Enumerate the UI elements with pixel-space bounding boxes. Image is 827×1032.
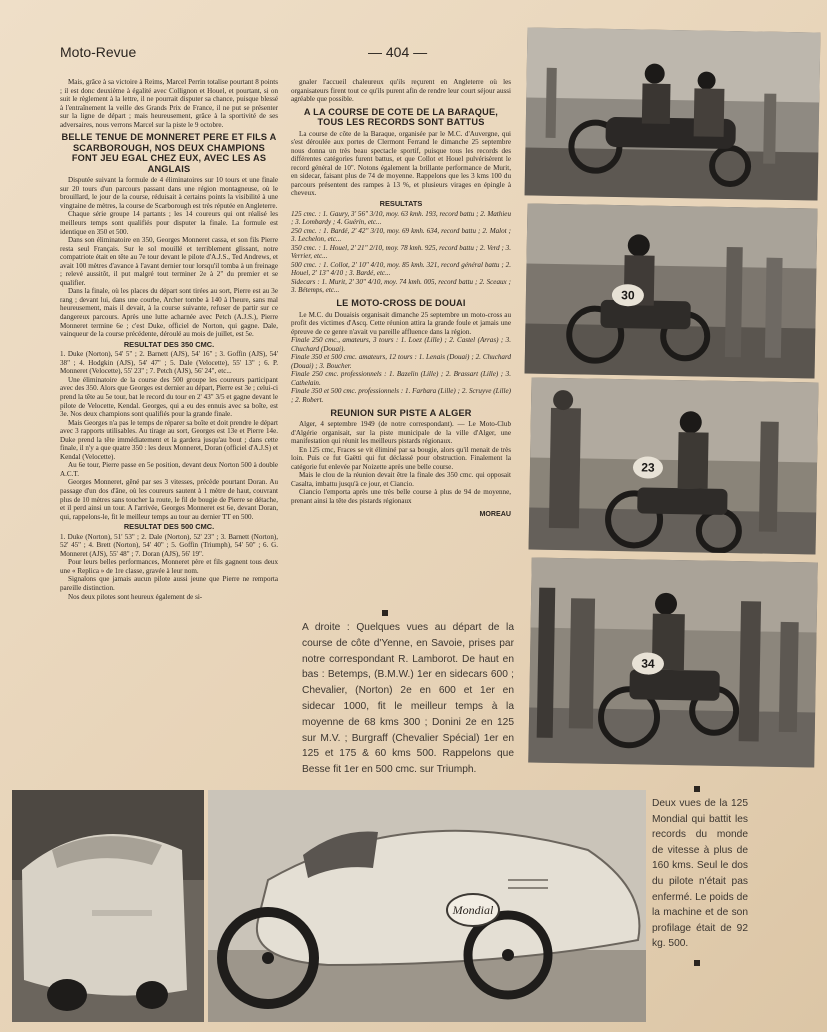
bullet-icon — [694, 960, 700, 966]
paragraph: Pour leurs belles performances, Monneret père et fils gagnent tous deux une « Replica » de 1re classe, gravée à leur nom. — [60, 558, 278, 575]
article-column-1 — [60, 78, 278, 778]
photo-caption-bottom — [652, 786, 748, 966]
paragraph: Mais Georges n'a pas le temps de réparer sa boîte et doit prendre le départ avec 3 rapports utilisables. Au tirage au sort, Georges est 13e et Pierre 14e. Duke prend la tête immédiatement et la gardera jusqu'au bout ; dans cette finale, il n'y a que quatre 350 : les deux Monneret, Doran (officiel d'A.J.S) et Kendal (Velocette). — [60, 418, 278, 461]
douai-result — [291, 387, 511, 404]
result-350: 350 cmc. : 1. Houel, 2' 21" 2/10, moy. 78 kmh. 925, record battu ; 2. Verd ; 3. Verrier, etc... — [291, 243, 511, 261]
magazine-title: Moto-Revue — [60, 44, 137, 60]
mondial-badge: Mondial — [452, 903, 494, 917]
paragraph: Mais, grâce à sa victoire à Reims, Marcel Perrin totalise pourtant 8 points ; il est donc deuxième à égalité avec Collignon et Houel, et pourtant, si on suit le règlement à la lettre, il ne pourrait disputer sa chance, puisque blessé à l'entraînement la veille des Grands Prix de France, il ne put se présenter sur la ligne de départ ; mais heureusement, grâce à la sportivité de ses adversaires, nous verrons Marcel sur la piste le 9 octobre. — [60, 78, 278, 129]
paragraph: Une éliminatoire de la course des 500 groupe les coureurs participant avec des 350. Alors que Georges est dernier au départ, Pierre est 3e ; celui-ci prend la tête au 5e tour, bat le record du tour en 2' 43" 3/5 et gagne devant le pilote de Velocette, Kendal. Georges, qui a eu des ennuis avec sa boîte, est 3e. Nos deux champions sont qualifiés pour la grande finale. — [60, 375, 278, 419]
douai-result — [291, 353, 511, 370]
result-250: 250 cmc. : 1. Bardé, 2' 42" 3/10, moy. 69 kmh. 634, record battu ; 2. Malot ; 3. Lechelon, etc... — [291, 226, 511, 244]
douai-final-250-pros: Finale 250 cmc. professionnels : 1. Bazelin (Lille) ; 2. Brassart (Lille) ; 3. Cathelain. — [291, 370, 511, 387]
paragraph: Alger, 4 septembre 1949 (de notre correspondant). — Le Moto-Club d'Algérie organisait, sur la piste municipale de la ville d'Alger, une manifestation qui réunit les meilleurs pistards régionaux. — [291, 420, 511, 446]
result-sidecars: Sidecars : 1. Murit, 2' 30" 4/10, moy. 74 kmh. 005, record battu ; 2. Sceaux ; 3. Bétemps, etc... — [291, 277, 511, 295]
douai-final-350-500-pros: Finale 350 et 500 cmc. professionnels : 1. Farbara (Lille) ; 2. Scruyve (Lille) ; 2. Robert. — [291, 387, 511, 404]
results-350-title: RESULTAT DES 350 CMC. — [123, 339, 215, 349]
result-line — [291, 210, 511, 227]
article-column-2 — [291, 78, 511, 616]
article-heading-douai: LE MOTO-CROSS DE DOUAI — [336, 298, 466, 309]
results-350: 1. Duke (Norton), 54' 5" ; 2. Barnett (AJS), 54' 16" ; 3. Goffin (AJS), 54' 38" ; 4. Hodgkin (AJS), 54' 47" ; 5. Dale (Velocette), 55' 13" ; 6. P. Monneret (Velocette), 55' 23" ; 7. Petch (AJS), 56' 24", etc... — [60, 350, 278, 376]
paragraph: Le M.C. du Douaisis organisait dimanche 25 septembre un moto-cross au profit des victimes d'Ascq. Cette réunion attira la grande foule et jamais une épreuve de ce genre n'avait vu pareille affluence dans la région. — [291, 310, 511, 336]
photo-sidecar — [525, 27, 821, 200]
photo-racer-30 — [525, 203, 818, 378]
paragraph: Nos deux pilotes sont heureux également de si- — [68, 592, 203, 601]
paragraph: Disputée suivant la formule de 4 éliminatoires sur 10 tours et une finale sur 20 tours d'un parcours passant dans une région montagneuse, où le brouillard, le jour de la course, réduisait à certains points la visibilité à une vingtaine de mètres, la course de Scarborough est très réputée en Angleterre. — [60, 176, 278, 210]
result-125: 125 cmc. : 1. Gaury, 3' 56" 3/10, moy. 63 kmh. 193, record battu ; 2. Mathieu ; 3. Lombardy ; 4. Guérin, etc... — [291, 209, 511, 227]
photo-mondial-side — [208, 790, 646, 1022]
caption-text: Deux vues de la 125 Mondial qui battit les records du monde de vitesse à plus de 160 kms. Seul le dos du pilote n'était pas enfermé. Le poids de la machine et de son profilage était de 92 kg. 500. — [652, 798, 748, 950]
paragraph: Signalons que jamais aucun pilote aussi jeune que Pierre ne remporta pareille distinction. — [60, 575, 278, 592]
result-line — [291, 244, 511, 261]
race-number-23: 23 — [641, 460, 655, 475]
paragraph: Dans la finale, où les places du départ sont tirées au sort, Pierre est au 3e rang ; devant lui, dans une courbe, Archer tombe à 140 à l'heure, sans mal heureusement, mais il devait, à la course suivante, refuser de partir sur ce dangereux parcours. Après une lutte acharnée avec Petch (A.J.S.), Pierre Monneret termine 6e ; c'est Duke, officiel de Norton, qui gagne. Dale, vainqueur de la course précédente, déroulé au mois de juillet, est 5e. — [60, 287, 278, 339]
douai-final-250-amateurs: Finale 250 cmc., amateurs, 3 tours : 1. Loez (Lille) ; 2. Castel (Arras) ; 3. Chuchard (Douai). — [291, 336, 511, 353]
paragraph: Chaque série groupe 14 partants ; les 14 coureurs qui ont réalisé les meilleurs temps sont qualifiés pour disputer la finale. La formule est identique en 350 et 500. — [60, 210, 278, 236]
result-line — [291, 261, 511, 278]
article-heading-scarborough: BELLE TENUE DE MONNERET PERE ET FILS A SCARBOROUGH, NOS DEUX CHAMPIONS FONT JEU EGAL CHEZ EUX, AVEC LES AS ANGLAIS — [61, 132, 277, 174]
photo-racer-23 — [529, 378, 819, 555]
result-line — [291, 227, 511, 244]
paragraph: La course de côte de la Baraque, organisée par le M.C. d'Auvergne, qui s'est déroulée aux portes de Clermont Ferrand le dimanche 25 septembre nous donna un très beau spectacle sportif, puisque tous les records des différentes catégories furent battus, et que Collot et Houel pulvérisèrent le record général de 10". Notons également la brillante performance de Murit, en sidecar, faisant plus de 74 de moyenne. Rappelons que les 3 kms 100 du parcours présentent des rampes à 13 %, et plusieurs virages en épingle à cheveux. — [291, 129, 511, 198]
race-number-34: 34 — [641, 656, 655, 671]
douai-result — [291, 370, 511, 387]
race-number-30: 30 — [621, 288, 635, 303]
paragraph: gnaler l'accueil chaleureux qu'ils reçurent en Angleterre où les organisateurs firent tout ce qu'ils purent afin de rendre leur court séjour aussi agréable que possible. — [291, 78, 511, 104]
results-title: RESULTATS — [379, 199, 423, 209]
photo-racer-34 — [528, 558, 818, 768]
article-heading-alger: REUNION SUR PISTE A ALGER — [330, 407, 472, 418]
photo-mondial-rear — [12, 790, 204, 1022]
paragraph: Georges Monneret, gêné par ses 3 vitesses, précède pourtant Doran. Au passage d'un dos d'âne, où les coureurs sautent à 1 mètre de haut, couvrant plus de 10 mètres sans toucher la route, le fil de bougie de Pierre se détache, et il perd ainsi un tour. A l'arrivée, Georges Monneret est 6e, devant Doran, qui, rappelons-le, fit le meilleur temps au tour au dernier TT en 500. — [60, 478, 278, 521]
caption-text: A droite : Quelques vues au départ de la course de côte d'Yenne, en Savoie, prises par notre correspondant R. Lamborot. De haut en bas : Betemps, (B.M.W.) 1er en sidecars 600 ; Chevalier, (Norton) 2e en 600 et 1er en sidecar 1000, fit le meilleur temps à la moyenne de 68 kms 300 ; Donini 2e en 125 sur M.V. ; Burgraff (Chevalier Spécial) 1er en 125 et 175 & 60 kms 500. Rappelons que Besse fit 1er en 500 cmc. sur Triumph. — [302, 622, 514, 776]
results-500: 1. Duke (Norton), 51' 53" ; 2. Dale (Norton), 52' 23" ; 3. Barnett (Norton), 52' 45" ; 4. Brett (Norton), 54' 40" ; 5. Goffin (Triumph), 54' 50" ; 6. G. Monneret (AJS), 55' 48" ; 7. Doran (AJS), 56' 19". — [60, 532, 278, 558]
photo-caption-right — [302, 604, 514, 778]
paragraph: Au 6e tour, Pierre passe en 5e position, devant deux Norton 500 à double A.C.T. — [60, 461, 278, 478]
page-number: — 404 — — [368, 44, 428, 60]
result-line — [291, 278, 511, 295]
paragraph: En 125 cmc, Fraces se vit éliminé par sa bougie, alors qu'il menait de très loin. Puis ce fut Gaëtti qui fut déclassé pour obstruction. Finalement la catégorie fut enlevée par Noizette après une belle course. — [291, 445, 511, 471]
douai-final-350-500-amateurs: Finale 350 et 500 cmc. amateurs, 12 tours : 1. Lenais (Douai) ; 2. Chuchard (Douai) ; 3. Boucher. — [291, 353, 511, 370]
results-500-title: RESULTAT DES 500 CMC. — [123, 522, 215, 532]
paragraph: Dans son éliminatoire en 350, Georges Monneret cassa, et son fils Pierre resta seul Français. Sur le sol mouillé et terriblement glissant, notre compatriote était en tête au 7e tour devant le pilote d'A.J.S., Ted Andrews, et avait 100 mètres d'avance à l'avant dernier tour lorsqu'il tomba à un freinage ; relevé aussitôt, il put malgré tout terminer 2e à 2" du premier et se qualifier. — [60, 236, 278, 287]
article-heading-baraque: A LA COURSE DE COTE DE LA BARAQUE, TOUS LES RECORDS SONT BATTUS — [303, 106, 499, 128]
paragraph: Mais le clou de la réunion devait être la finale des 350 cmc. qui opposait Casalta, imbattu jusqu'à ce jour, et Ciancio. — [291, 471, 511, 488]
author-signature: MOREAU — [479, 509, 511, 518]
bullet-icon — [694, 786, 700, 792]
bullet-icon — [382, 610, 388, 616]
result-500: 500 cmc. : 1. Collot, 2' 10" 4/10, moy. 85 kmh. 321, record général battu ; 2. Houel, 2' 13" 4/10 ; 3. Bardé, etc... — [291, 260, 511, 278]
paragraph: Ciancio l'emporta après une très belle course à plus de 94 de moyenne, prenant ainsi la tête des pistards régionaux — [291, 488, 511, 505]
douai-result — [291, 336, 511, 353]
